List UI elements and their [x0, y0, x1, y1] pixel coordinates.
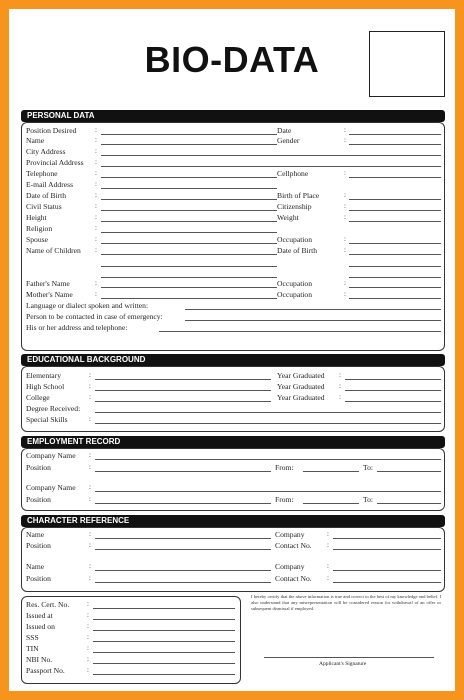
father-occupation-label: Occupation	[277, 279, 313, 288]
ref-contact-1-field[interactable]	[333, 549, 441, 550]
children-dob-3-field[interactable]	[349, 277, 441, 278]
mother-occupation-field[interactable]	[349, 298, 441, 299]
issued-at-label: Issued at	[26, 611, 53, 620]
issued-on-label: Issued on	[26, 622, 55, 631]
college-field[interactable]	[95, 401, 271, 402]
language-field[interactable]	[185, 309, 441, 310]
to-2-label: To:	[363, 495, 374, 504]
bio-data-form	[9, 9, 455, 691]
ref-contact-2-label: Contact No.	[275, 574, 312, 583]
birth-place-colon: :	[344, 191, 346, 199]
college-year-colon: :	[339, 393, 341, 401]
telephone-field[interactable]	[101, 177, 277, 178]
cellphone-field[interactable]	[349, 177, 441, 178]
children-label: Name of Children	[26, 246, 81, 255]
ref-company-1-field[interactable]	[333, 538, 441, 539]
ref-company-2-label: Company	[275, 562, 305, 571]
height-colon: :	[95, 213, 97, 221]
special-skills-label: Special Skills	[26, 415, 68, 424]
civil-status-label: Civil Status	[26, 202, 62, 211]
height-label: Height	[26, 213, 47, 222]
company-name-1-field[interactable]	[95, 459, 441, 460]
spouse-label: Spouse	[26, 235, 48, 244]
weight-field[interactable]	[349, 221, 441, 222]
children-line-3-field[interactable]	[101, 277, 277, 278]
religion-field[interactable]	[101, 232, 277, 233]
children-colon: :	[95, 246, 97, 254]
tin-label: TIN	[26, 644, 39, 653]
email-label: E-mail Address	[26, 180, 74, 189]
children-field[interactable]	[101, 254, 277, 255]
gender-field[interactable]	[349, 144, 441, 145]
nbi-label: NBI No.	[26, 655, 53, 664]
elementary-label: Elementary	[26, 371, 61, 380]
ref-position-2-colon: :	[89, 574, 91, 582]
to-2-field[interactable]	[377, 503, 441, 504]
language-label: Language or dialect spoken and written:	[26, 301, 149, 310]
emergency-contact-field[interactable]	[185, 320, 441, 321]
name-field[interactable]	[101, 144, 277, 145]
emergency-address-label: His or her address and telephone:	[26, 323, 128, 332]
passport-label: Passport No.	[26, 666, 65, 675]
father-occupation-field[interactable]	[349, 287, 441, 288]
position-1-label: Position	[26, 463, 51, 472]
degree-label: Degree Received:	[26, 404, 81, 413]
spouse-occupation-colon: :	[344, 235, 346, 243]
position-2-colon: :	[89, 495, 91, 503]
issued-on-field[interactable]	[93, 630, 235, 631]
elementary-colon: :	[89, 371, 91, 379]
issued-at-colon: :	[87, 611, 89, 619]
to-1-field[interactable]	[377, 471, 441, 472]
fathers-name-field[interactable]	[101, 287, 277, 288]
father-occupation-colon: :	[344, 279, 346, 287]
city-address-colon: :	[95, 147, 97, 155]
weight-colon: :	[344, 213, 346, 221]
name-label: Name	[26, 136, 45, 145]
sss-colon: :	[87, 633, 89, 641]
mothers-name-label: Mother's Name	[26, 290, 73, 299]
ref-company-2-colon: :	[327, 562, 329, 570]
height-field[interactable]	[101, 221, 277, 222]
section-header-reference: CHARACTER REFERENCE	[21, 515, 445, 527]
citizenship-label: Citizenship	[277, 202, 312, 211]
position-2-label: Position	[26, 495, 51, 504]
emergency-contact-label: Person to be contacted in case of emergency:	[26, 312, 163, 321]
email-field[interactable]	[101, 188, 277, 189]
passport-colon: :	[87, 666, 89, 674]
spouse-field[interactable]	[101, 243, 277, 244]
high-school-year-field[interactable]	[345, 390, 441, 391]
res-cert-field[interactable]	[93, 608, 235, 609]
gender-label: Gender	[277, 136, 300, 145]
ref-contact-2-colon: :	[327, 574, 329, 582]
date-label: Date	[277, 126, 292, 135]
position-2-field[interactable]	[95, 503, 271, 504]
issued-on-colon: :	[87, 622, 89, 630]
telephone-colon: :	[95, 169, 97, 177]
high-school-year-label: Year Graduated	[277, 382, 325, 391]
declaration-text: I hereby certify that the above information is true and correct to the best of my knowledge and belief. I also understand that any misrepresentation will be considered reason for withdrawal of an offer or subsequent dismissal if employed.	[251, 594, 441, 611]
nbi-colon: :	[87, 655, 89, 663]
emergency-address-field[interactable]	[159, 331, 441, 332]
city-address-field[interactable]	[101, 155, 441, 156]
company-name-2-label: Company Name	[26, 483, 76, 492]
ref-position-1-field[interactable]	[95, 549, 271, 550]
res-cert-label: Res. Cert. No.	[26, 600, 70, 609]
high-school-colon: :	[89, 382, 91, 390]
section-header-employment: EMPLOYMENT RECORD	[21, 436, 445, 448]
from-1-field[interactable]	[303, 471, 359, 472]
position-1-colon: :	[89, 463, 91, 471]
company-name-1-colon: :	[89, 451, 91, 459]
signature-line[interactable]	[264, 657, 434, 658]
mothers-name-field[interactable]	[101, 298, 277, 299]
ref-contact-1-label: Contact No.	[275, 541, 312, 550]
college-year-field[interactable]	[345, 401, 441, 402]
tin-colon: :	[87, 644, 89, 652]
ref-company-2-field[interactable]	[333, 570, 441, 571]
email-colon: :	[95, 180, 97, 188]
section-header-education: EDUCATIONAL BACKGROUND	[21, 354, 445, 366]
ref-name-1-label: Name	[26, 530, 45, 539]
fathers-name-colon: :	[95, 279, 97, 287]
citizenship-colon: :	[344, 202, 346, 210]
company-name-1-label: Company Name	[26, 451, 76, 460]
ref-name-2-label: Name	[26, 562, 45, 571]
photo-box[interactable]	[369, 31, 445, 97]
position-desired-field[interactable]	[101, 134, 277, 135]
birth-place-field[interactable]	[349, 199, 441, 200]
issued-at-field[interactable]	[93, 619, 235, 620]
to-1-label: To:	[363, 463, 374, 472]
from-2-field[interactable]	[303, 503, 359, 504]
elementary-year-field[interactable]	[345, 379, 441, 380]
passport-field[interactable]	[93, 674, 235, 675]
date-of-birth-colon: :	[95, 191, 97, 199]
sss-field[interactable]	[93, 641, 235, 642]
telephone-label: Telephone	[26, 169, 58, 178]
special-skills-field[interactable]	[95, 423, 441, 424]
res-cert-colon: :	[87, 600, 89, 608]
religion-colon: :	[95, 224, 97, 232]
religion-label: Religion	[26, 224, 53, 233]
ref-contact-1-colon: :	[327, 541, 329, 549]
cellphone-colon: :	[344, 169, 346, 177]
college-colon: :	[89, 393, 91, 401]
mother-occupation-colon: :	[344, 290, 346, 298]
mothers-name-colon: :	[95, 290, 97, 298]
mother-occupation-label: Occupation	[277, 290, 313, 299]
signature-label: Applicant's Signature	[319, 661, 367, 667]
company-name-2-colon: :	[89, 483, 91, 491]
company-name-2-field[interactable]	[95, 491, 441, 492]
high-school-year-colon: :	[339, 382, 341, 390]
citizenship-field[interactable]	[349, 210, 441, 211]
provincial-address-colon: :	[95, 158, 97, 166]
cellphone-label: Cellphone	[277, 169, 309, 178]
position-1-field[interactable]	[95, 471, 271, 472]
elementary-year-label: Year Graduated	[277, 371, 325, 380]
spouse-occupation-label: Occupation	[277, 235, 313, 244]
provincial-address-label: Provincial Address	[26, 158, 84, 167]
employment-box	[21, 448, 445, 511]
children-dob-2-field[interactable]	[349, 266, 441, 267]
ref-name-2-colon: :	[89, 562, 91, 570]
section-header-personal: PERSONAL DATA	[21, 110, 445, 122]
college-label: College	[26, 393, 50, 402]
sss-label: SSS	[26, 633, 39, 642]
high-school-field[interactable]	[95, 390, 271, 391]
ref-position-2-label: Position	[26, 574, 51, 583]
children-dob-field[interactable]	[349, 254, 441, 255]
weight-label: Weight	[277, 213, 299, 222]
children-line-2-field[interactable]	[101, 266, 277, 267]
elementary-field[interactable]	[95, 379, 271, 380]
ref-position-1-label: Position	[26, 541, 51, 550]
date-of-birth-label: Date of Birth	[26, 191, 67, 200]
date-of-birth-field[interactable]	[101, 199, 277, 200]
civil-status-field[interactable]	[101, 210, 277, 211]
ref-name-2-field[interactable]	[95, 570, 271, 571]
ref-position-2-field[interactable]	[95, 582, 271, 583]
ref-name-1-field[interactable]	[95, 538, 271, 539]
tin-field[interactable]	[93, 652, 235, 653]
ref-company-1-label: Company	[275, 530, 305, 539]
children-dob-label: Date of Birth	[277, 246, 318, 255]
date-colon: :	[344, 126, 346, 134]
from-2-label: From:	[275, 495, 294, 504]
from-1-label: From:	[275, 463, 294, 472]
position-desired-label: Position Desired	[26, 126, 77, 135]
provincial-address-field[interactable]	[101, 166, 441, 167]
ref-name-1-colon: :	[89, 530, 91, 538]
birth-place-label: Birth of Place	[277, 191, 320, 200]
city-address-label: City Address	[26, 147, 66, 156]
ref-contact-2-field[interactable]	[333, 582, 441, 583]
date-field[interactable]	[349, 134, 441, 135]
civil-status-colon: :	[95, 202, 97, 210]
degree-field[interactable]	[95, 412, 441, 413]
form-title: BIO-DATA	[144, 39, 320, 80]
gender-colon: :	[344, 136, 346, 144]
fathers-name-label: Father's Name	[26, 279, 70, 288]
nbi-field[interactable]	[93, 663, 235, 664]
position-desired-colon: :	[95, 126, 97, 134]
elementary-year-colon: :	[339, 371, 341, 379]
children-dob-colon: :	[344, 246, 346, 254]
spouse-occupation-field[interactable]	[349, 243, 441, 244]
name-colon: :	[95, 136, 97, 144]
special-skills-colon: :	[89, 415, 91, 423]
high-school-label: High School	[26, 382, 65, 391]
college-year-label: Year Graduated	[277, 393, 325, 402]
spouse-colon: :	[95, 235, 97, 243]
ref-company-1-colon: :	[327, 530, 329, 538]
ref-position-1-colon: :	[89, 541, 91, 549]
